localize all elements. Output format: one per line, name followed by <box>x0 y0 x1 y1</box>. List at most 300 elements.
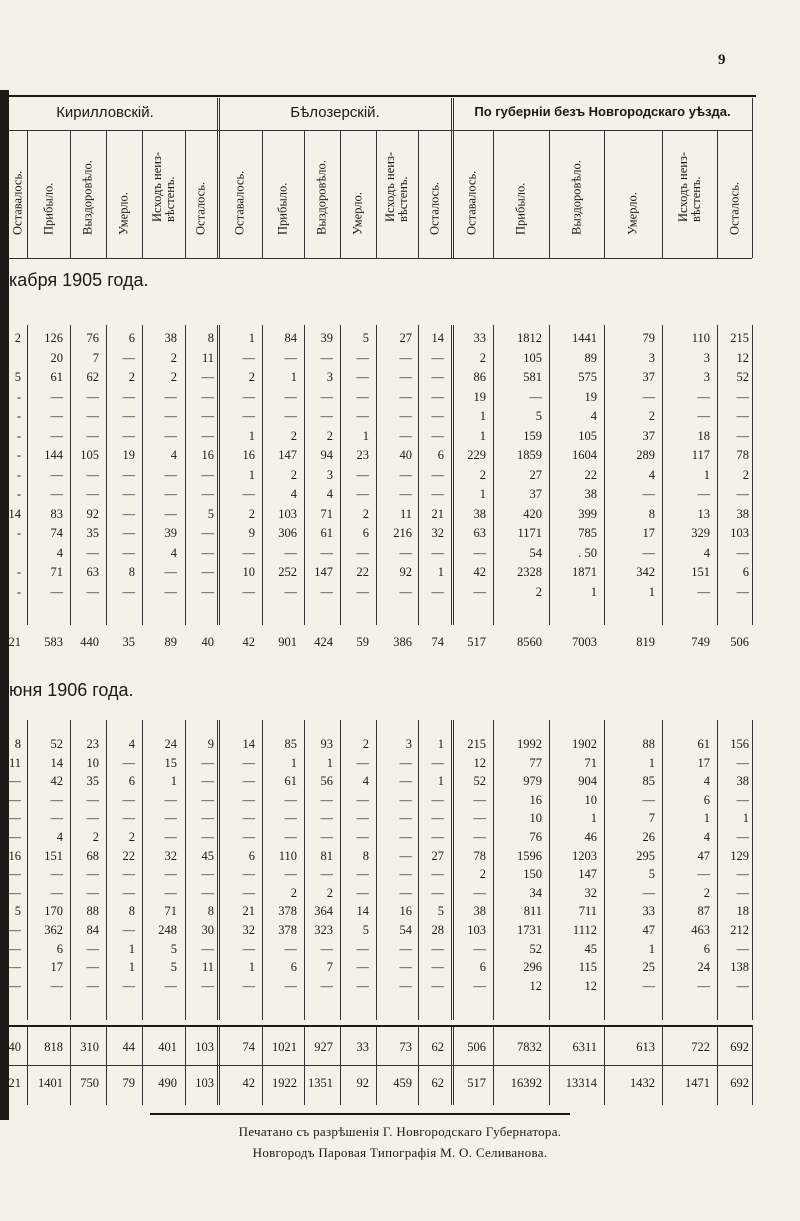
table-row-cell: — <box>284 792 297 807</box>
table-row-cell: 4 <box>128 737 135 751</box>
table-row-cell: — <box>50 389 63 404</box>
table-row-cell: 38 <box>473 506 486 521</box>
table-row-cell: — <box>242 941 255 956</box>
table-row-cell: — <box>201 409 214 423</box>
table-row-cell: 12 <box>584 978 597 993</box>
table-row-cell: 38 <box>164 331 177 345</box>
table-row-cell: — <box>431 409 444 423</box>
table-row-cell: — <box>399 885 412 900</box>
table-row-cell: 34 <box>529 885 542 900</box>
table-row-cell: 4 <box>170 448 177 462</box>
table-row-cell: — <box>736 409 749 423</box>
table-row-cell: — <box>8 867 21 882</box>
table-row-cell: — <box>201 526 214 540</box>
table-row-cell: 85 <box>642 774 655 789</box>
table-row-cell: 2 <box>170 350 177 365</box>
table-row-cell: — <box>201 755 214 770</box>
column-header-label: Оставалось. <box>10 170 25 235</box>
table-row-cell: 8 <box>128 904 135 919</box>
table-row-cell: 24 <box>697 960 710 975</box>
table-row-cell: 14 <box>50 755 63 770</box>
table-row-cell: — <box>242 885 255 900</box>
table-row-cell: 1 <box>590 811 597 826</box>
column-separator <box>752 1025 753 1105</box>
total-row-cell: 103 <box>195 1040 214 1054</box>
table-row-cell: — <box>164 811 177 826</box>
table-row-cell: 5 <box>362 331 369 345</box>
table-row-cell: — <box>122 409 135 423</box>
table-row-cell: — <box>122 885 135 900</box>
table-row-cell: 24 <box>164 737 177 751</box>
table-row-cell: — <box>201 467 214 482</box>
table-row-cell: 4 <box>703 545 710 560</box>
table-row-cell: 11 <box>201 960 214 975</box>
column-header-label: Выздоровѣло. <box>569 160 583 235</box>
total-row-cell: 74 <box>431 635 444 649</box>
column-header <box>493 150 549 248</box>
table-row-cell: 88 <box>642 737 655 751</box>
total-row-cell: 506 <box>730 635 749 649</box>
table-row-cell: — <box>201 428 214 443</box>
table-row-cell: — <box>242 350 255 365</box>
table-row-cell: — <box>473 811 486 826</box>
table-row-cell: 2 <box>362 506 369 521</box>
table-row-cell: 18 <box>736 904 749 919</box>
table-row-cell: — <box>642 487 655 501</box>
table-row-cell: 6 <box>703 792 710 807</box>
table-row-cell: 85 <box>284 737 297 751</box>
column-header <box>604 150 662 248</box>
table-row-cell: — <box>356 792 369 807</box>
table-row-cell: 144 <box>44 448 63 462</box>
table-row-cell: — <box>320 545 333 560</box>
table-row-cell: 3 <box>405 737 412 751</box>
table-row-cell: — <box>164 565 177 579</box>
table-row-cell: — <box>164 467 177 482</box>
table-row-cell: — <box>201 545 214 560</box>
table-row-cell: — <box>242 792 255 807</box>
table-row-cell: 86 <box>473 370 486 384</box>
table-row-cell: — <box>284 545 297 560</box>
column-header-label: Осталось. <box>427 181 441 235</box>
table-row-cell: 54 <box>529 545 542 560</box>
grand-total-row-cell: 21 <box>8 1076 21 1090</box>
table-row-cell: 2 <box>479 350 486 365</box>
table-row-cell: 1 <box>648 584 655 599</box>
column-header <box>340 150 376 248</box>
table-row-cell: 138 <box>730 960 749 975</box>
table-row-cell: 3 <box>326 467 333 482</box>
total-row-cell: 583 <box>44 635 63 649</box>
table-row-cell: 76 <box>86 331 99 345</box>
table-row-cell: — <box>86 428 99 443</box>
total-row-cell: 59 <box>356 635 369 649</box>
table-row-cell: — <box>284 867 297 882</box>
table-row-cell: 2 <box>703 885 710 900</box>
table-row-cell: 103 <box>278 506 297 521</box>
table-row-cell: 71 <box>50 565 63 579</box>
table-row-cell: — <box>736 389 749 404</box>
grand-total-row-cell: 103 <box>195 1076 214 1090</box>
table-row-cell: 103 <box>730 526 749 540</box>
total-row-cell: 310 <box>80 1040 99 1054</box>
table-row-cell: 52 <box>529 941 542 956</box>
table-row-cell: 10 <box>529 811 542 826</box>
table-row-cell: 56 <box>320 774 333 789</box>
table-row-cell: 581 <box>523 370 542 384</box>
table-row-cell: — <box>356 350 369 365</box>
table-row-cell: 1604 <box>572 448 597 462</box>
table-row-cell: — <box>431 428 444 443</box>
table-row-cell: 38 <box>473 904 486 919</box>
table-row-cell: — <box>736 830 749 844</box>
table-row-cell: — <box>399 792 412 807</box>
table-row-cell: 1 <box>703 467 710 482</box>
table-row-cell: — <box>642 978 655 993</box>
table-row-cell: — <box>356 370 369 384</box>
column-header-label: Умерло. <box>116 192 131 235</box>
table-row-cell: 46 <box>584 830 597 844</box>
total-row-cell: 613 <box>636 1040 655 1054</box>
table-row-cell: — <box>242 755 255 770</box>
table-row-cell: 6 <box>248 848 255 863</box>
table-row-cell: — <box>164 506 177 521</box>
table-row-cell: 17 <box>642 526 655 540</box>
table-row-cell: — <box>242 978 255 993</box>
table-row-cell: — <box>399 978 412 993</box>
table-row-cell: 399 <box>578 506 597 521</box>
table-row-cell: — <box>8 978 21 993</box>
table-row-cell: — <box>431 978 444 993</box>
table-row-cell: — <box>86 960 99 975</box>
table-row-cell: 215 <box>467 737 486 751</box>
table-row-cell: 1 <box>290 370 297 384</box>
table-row-cell: 6 <box>128 774 135 789</box>
table-row-cell: 2 <box>92 830 99 844</box>
grand-total-row-cell: 42 <box>242 1076 255 1090</box>
table-row-cell: 1441 <box>572 331 597 345</box>
table-row-cell: — <box>50 467 63 482</box>
table-row-cell: — <box>736 941 749 956</box>
table-row-cell: — <box>122 428 135 443</box>
table-row-cell: — <box>8 960 21 975</box>
total-row-cell: 89 <box>164 635 177 649</box>
table-row-cell: 61 <box>284 774 297 789</box>
total-row-cell: 74 <box>242 1040 255 1054</box>
total-row-cell: 7003 <box>572 635 597 649</box>
table-row-cell: 1 <box>437 774 444 789</box>
table-row-cell: 785 <box>578 526 597 540</box>
table-row-cell: 84 <box>284 331 297 345</box>
table-row-cell: — <box>242 545 255 560</box>
table-row-cell: 378 <box>278 904 297 919</box>
table-row-cell: 4 <box>56 830 63 844</box>
table-row-cell: — <box>50 487 63 501</box>
total-row-cell: 35 <box>122 635 135 649</box>
table-row-cell: — <box>284 978 297 993</box>
column-separator <box>549 325 550 625</box>
totals-rule <box>9 1025 752 1027</box>
table-row-cell: 110 <box>691 331 710 345</box>
table-row-cell: 2 <box>248 370 255 384</box>
section-title-1906: юня 1906 года. <box>9 680 134 700</box>
group-header-province: По губерніи безъ Новгородскаго уѣзда. <box>474 104 731 119</box>
table-row-cell: — <box>399 370 412 384</box>
table-row-cell: 71 <box>584 755 597 770</box>
table-row-cell: — <box>242 811 255 826</box>
table-row-cell: 811 <box>523 904 542 919</box>
table-row-cell: 289 <box>636 448 655 462</box>
header-bottom-rule <box>9 258 752 259</box>
group-header-belozersk: Бѣлозерскій. <box>290 104 380 121</box>
table-row-cell: 16 <box>529 792 542 807</box>
table-row-cell: — <box>320 584 333 599</box>
table-row-cell: — <box>431 545 444 560</box>
table-row-cell: 2 <box>290 428 297 443</box>
column-header-label: Оставалось. <box>232 170 246 235</box>
table-row-cell: 4 <box>362 774 369 789</box>
table-row-cell: 16 <box>399 904 412 919</box>
table-row-cell: — <box>8 830 21 844</box>
table-row-cell: 1 <box>170 774 177 789</box>
table-row-cell: 47 <box>697 848 710 863</box>
table-row-cell: 87 <box>697 904 710 919</box>
table-row-cell: 26 <box>642 830 655 844</box>
total-row-cell: 6311 <box>572 1040 597 1054</box>
table-row-cell: — <box>86 584 99 599</box>
table-row-cell: 1 <box>128 960 135 975</box>
table-row-cell: — <box>736 545 749 560</box>
table-row-cell: — <box>164 428 177 443</box>
total-row-cell: 401 <box>158 1040 177 1054</box>
table-row-cell: 38 <box>736 774 749 789</box>
table-row-cell: 33 <box>473 331 486 345</box>
table-row-cell: — <box>164 409 177 423</box>
table-row-cell: — <box>473 792 486 807</box>
table-row-cell: 159 <box>523 428 542 443</box>
table-row-cell: 32 <box>431 526 444 540</box>
table-row-cell: 1731 <box>517 923 542 937</box>
table-row-cell: 248 <box>158 923 177 937</box>
table-row-cell: 229 <box>467 448 486 462</box>
table-row-cell: — <box>50 584 63 599</box>
page-number: 9 <box>718 52 726 68</box>
table-row-cell: 30 <box>201 923 214 937</box>
table-row-cell: — <box>356 960 369 975</box>
table-row-cell: — <box>697 867 710 882</box>
table-row-cell: 5 <box>648 867 655 882</box>
table-row-cell: 68 <box>86 848 99 863</box>
table-row-cell: 7 <box>326 960 333 975</box>
table-row-cell: 14 <box>8 506 21 521</box>
table-row-cell: — <box>86 467 99 482</box>
table-row-cell: 1 <box>437 565 444 579</box>
table-row-cell: 6 <box>56 941 63 956</box>
table-row-cell: 3 <box>326 370 333 384</box>
table-row-cell: — <box>356 545 369 560</box>
table-row-cell: — <box>122 487 135 501</box>
table-row-cell: — <box>201 792 214 807</box>
table-row-cell: 83 <box>50 506 63 521</box>
table-row-cell: 8 <box>207 904 214 919</box>
table-row-cell: — <box>86 978 99 993</box>
table-row-cell: — <box>642 389 655 404</box>
table-row-cell: 3 <box>703 350 710 365</box>
table-row-cell: 129 <box>730 848 749 863</box>
table-row-cell: 35 <box>86 774 99 789</box>
table-row-cell: 32 <box>242 923 255 937</box>
column-separator <box>604 325 605 625</box>
table-row-cell: — <box>356 978 369 993</box>
table-row-cell: 10 <box>86 755 99 770</box>
table-row-cell: 1 <box>326 755 333 770</box>
table-row-cell: — <box>122 867 135 882</box>
table-row-cell: 1596 <box>517 848 542 863</box>
total-row-cell: 692 <box>730 1040 749 1054</box>
table-row-cell: 52 <box>736 370 749 384</box>
table-row-cell: 3 <box>703 370 710 384</box>
table-row-cell: 10 <box>242 565 255 579</box>
table-row-cell: 1 <box>248 331 255 345</box>
column-separator <box>493 720 494 1020</box>
table-row-cell: 6 <box>437 448 444 462</box>
table-row-cell: — <box>8 941 21 956</box>
footer-rule <box>150 1113 570 1115</box>
table-row-cell: 1 <box>437 737 444 751</box>
table-row-cell: 1812 <box>517 331 542 345</box>
table-row-cell: 38 <box>584 487 597 501</box>
table-row-cell: 6 <box>479 960 486 975</box>
table-row-cell: 52 <box>50 737 63 751</box>
table-row-cell: — <box>320 867 333 882</box>
table-row-cell: 1992 <box>517 737 542 751</box>
table-row-cell: 32 <box>164 848 177 863</box>
table-row-cell: 105 <box>578 428 597 443</box>
table-row-cell: — <box>356 867 369 882</box>
table-row-cell: 103 <box>467 923 486 937</box>
table-row-cell: 295 <box>636 848 655 863</box>
table-row-cell: — <box>697 584 710 599</box>
table-row-cell: — <box>320 350 333 365</box>
table-row-cell: — <box>642 545 655 560</box>
total-row-cell: 424 <box>314 635 333 649</box>
table-row-cell: 94 <box>320 448 333 462</box>
table-row-cell: — <box>431 792 444 807</box>
table-row-cell: 575 <box>578 370 597 384</box>
table-row-cell: 6 <box>362 526 369 540</box>
table-row-cell: 1 <box>248 467 255 482</box>
table-row-cell: 18 <box>697 428 710 443</box>
grand-total-row-cell: 16392 <box>510 1076 542 1090</box>
table-row-cell: — <box>122 389 135 404</box>
table-row-cell: 71 <box>164 904 177 919</box>
table-row-cell: — <box>431 389 444 404</box>
column-header-label: Исходъ неиз- вѣстенъ. <box>675 151 703 222</box>
table-row-cell: — <box>8 811 21 826</box>
table-row-cell: — <box>399 811 412 826</box>
table-row-cell: 88 <box>86 904 99 919</box>
table-row-cell: — <box>697 978 710 993</box>
table-row-cell: 117 <box>691 448 710 462</box>
table-row-cell: 74 <box>50 526 63 540</box>
table-row-cell: — <box>431 885 444 900</box>
table-row-cell: 2 <box>14 331 21 345</box>
table-row-cell: — <box>164 867 177 882</box>
grand-total-row-cell: 692 <box>730 1076 749 1090</box>
column-header <box>27 150 70 248</box>
table-row-cell: 979 <box>523 774 542 789</box>
table-row-cell: 93 <box>320 737 333 751</box>
table-row-cell: - <box>16 584 21 599</box>
table-row-cell: 11 <box>8 755 21 770</box>
table-row-cell: — <box>399 409 412 423</box>
table-row-cell: 14 <box>242 737 255 751</box>
table-row-cell: — <box>284 811 297 826</box>
table-row-cell: 13 <box>697 506 710 521</box>
table-row-cell: 16 <box>201 448 214 462</box>
table-row-cell: — <box>201 584 214 599</box>
table-row-cell: — <box>320 811 333 826</box>
table-row-cell: - <box>16 448 21 462</box>
table-row-cell: 14 <box>356 904 369 919</box>
table-row-cell: 89 <box>584 350 597 365</box>
table-row-cell: 10 <box>584 792 597 807</box>
total-row-cell: 506 <box>467 1040 486 1054</box>
table-row-cell: 105 <box>523 350 542 365</box>
table-row-cell: — <box>122 545 135 560</box>
table-row-cell: 329 <box>691 526 710 540</box>
table-row-cell: 2 <box>128 370 135 384</box>
table-row-cell: — <box>473 941 486 956</box>
table-row-cell: 378 <box>278 923 297 937</box>
table-row-cell: — <box>431 350 444 365</box>
table-row-cell: — <box>122 755 135 770</box>
table-row-cell: 2 <box>362 737 369 751</box>
table-row-cell: 1 <box>742 811 749 826</box>
table-row-cell: 170 <box>44 904 63 919</box>
table-row-cell: — <box>201 811 214 826</box>
table-row-cell: — <box>356 811 369 826</box>
grand-total-row-cell: 1471 <box>685 1076 710 1090</box>
column-header <box>662 150 717 248</box>
table-row-cell: — <box>242 584 255 599</box>
table-row-cell: — <box>473 584 486 599</box>
column-header-label: Прибыло. <box>275 182 290 235</box>
table-row-cell: — <box>86 792 99 807</box>
column-header-label: Осталось. <box>193 181 208 235</box>
table-row-cell: 8 <box>648 506 655 521</box>
table-row-cell: 4 <box>290 487 297 501</box>
table-row-cell: 1112 <box>572 923 597 937</box>
table-row-cell: 8 <box>207 331 214 345</box>
table-row-cell: — <box>201 867 214 882</box>
table-row-cell: 78 <box>473 848 486 863</box>
grand-total-row-cell: 62 <box>431 1076 444 1090</box>
table-row-cell: 420 <box>523 506 542 521</box>
table-row-cell: 23 <box>86 737 99 751</box>
table-row-cell: 4 <box>703 774 710 789</box>
grand-total-row-cell: 79 <box>122 1076 135 1090</box>
table-row-cell: — <box>431 584 444 599</box>
table-row-cell: 61 <box>320 526 333 540</box>
table-row-cell: — <box>736 867 749 882</box>
table-row-cell: — <box>356 487 369 501</box>
table-row-cell: 1203 <box>572 848 597 863</box>
table-row-cell: — <box>399 467 412 482</box>
table-row-cell: — <box>164 584 177 599</box>
table-row-cell: 147 <box>314 565 333 579</box>
table-row-cell: 216 <box>393 526 412 540</box>
